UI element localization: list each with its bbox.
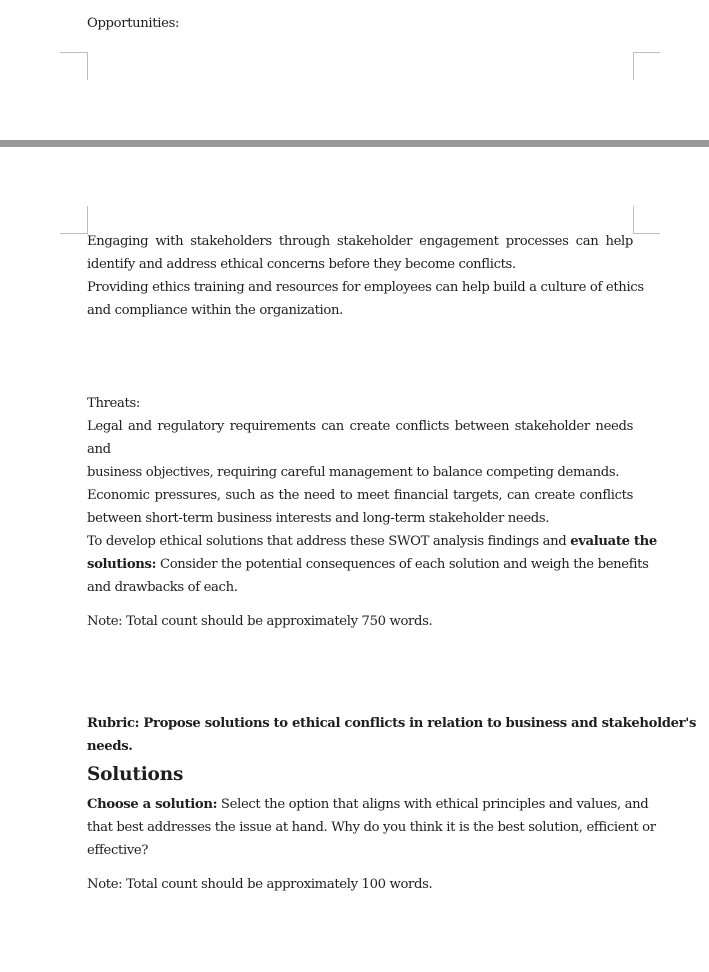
page-1-bottom (0, 0, 709, 140)
evaluate-line-3: and drawbacks of each. (87, 580, 238, 595)
choose-line-1 (87, 793, 649, 816)
rubric-line-2: needs. (87, 739, 133, 754)
threats-paragraph-1-line-1: Legal and regulatory requirements can create conflicts between stakeholder needs and (87, 419, 633, 457)
note-100-text: Note: Total count should be approximately 100 words. (87, 877, 433, 892)
choose-solution-label: Choose a solution: (87, 797, 218, 812)
threats-heading: Threats: (87, 396, 140, 411)
choose-line-2: that best addresses the issue at hand. Why do you think it is the best solution, efficient or (87, 820, 656, 835)
note-100 (87, 873, 633, 896)
rubric-line-1: Rubric: Propose solutions to ethical conflicts in relation to business and stakeholder's (87, 716, 697, 731)
opportunities-heading-text: Opportunities: (87, 16, 180, 31)
opportunities-section (87, 230, 644, 322)
evaluate-line-1 (87, 530, 657, 553)
choose-line-3: effective? (87, 843, 149, 858)
evaluate-section (87, 530, 657, 599)
choose-solution-section (87, 793, 656, 862)
note-750 (87, 610, 633, 633)
evaluate-line-2-text: Consider the potential consequences of each solution and weigh the benefits (156, 557, 649, 572)
evaluate-line-2 (87, 553, 649, 576)
solutions-heading: Solutions (87, 764, 184, 785)
solutions-section (87, 762, 633, 788)
opportunities-paragraph-2-line-1: Providing ethics training and resources for employees can help build a culture of ethics (87, 280, 644, 295)
evaluate-line-1-bold: evaluate the (570, 534, 657, 549)
note-750-text: Note: Total count should be approximately 750 words. (87, 614, 433, 629)
threats-paragraph-1-line-2: business objectives, requiring careful management to balance competing demands. (87, 465, 620, 480)
threats-paragraph-2-line-1: Economic pressures, such as the need to meet financial targets, can create conflicts (87, 488, 633, 503)
threats-paragraph-2-line-2: between short-term business interests and long-term stakeholder needs. (87, 511, 550, 526)
page-separator (0, 140, 709, 147)
opportunities-paragraph-1-line-2: identify and address ethical concerns before they become conflicts. (87, 257, 516, 272)
opportunities-paragraph-2-line-2: and compliance within the organization. (87, 303, 343, 318)
evaluate-line-1-text: To develop ethical solutions that address these SWOT analysis findings and (87, 534, 571, 549)
opportunities-paragraph-1-line-1: Engaging with stakeholders through stakeholder engagement processes can help (87, 234, 633, 249)
threats-section (87, 392, 633, 530)
rubric-section (87, 712, 697, 758)
evaluate-line-2-bold: solutions: (87, 557, 157, 572)
choose-line-1-text: Select the option that aligns with ethical principles and values, and (217, 797, 649, 812)
